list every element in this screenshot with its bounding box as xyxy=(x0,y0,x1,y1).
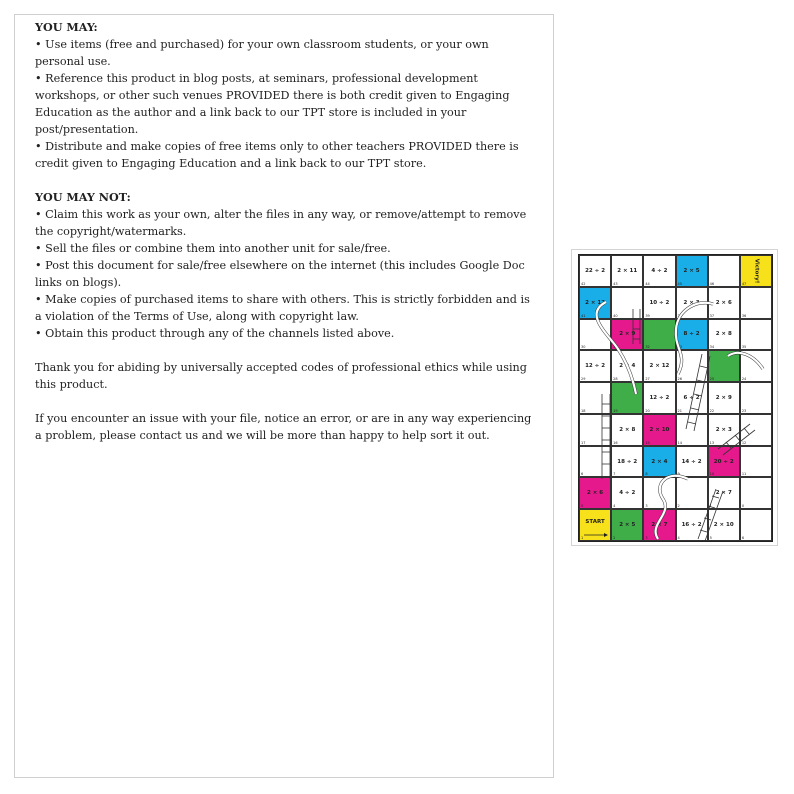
board-cell xyxy=(708,446,740,478)
game-board-thumbnail[interactable] xyxy=(571,249,778,546)
board-cell-label: 2 × 9 xyxy=(619,331,636,338)
board-cell-number: 23 xyxy=(741,408,747,413)
board-cell-number: 38 xyxy=(677,313,682,318)
snakes-ladders-board xyxy=(578,254,773,542)
board-cell xyxy=(708,319,740,351)
board-cell xyxy=(643,446,675,478)
board-cell-label: 2 × 7 xyxy=(715,490,732,497)
board-cell xyxy=(579,255,611,287)
may-not-item-1: • Claim this work as your own, alter the files in any way, or remove/attempt to remove the copyright/watermarks. xyxy=(35,208,527,238)
board-cell xyxy=(579,446,611,478)
board-cell xyxy=(708,414,740,446)
board-cell xyxy=(611,382,643,414)
board-cell xyxy=(611,414,643,446)
board-cell-number: 47 xyxy=(741,281,747,286)
board-cell-number: 1 xyxy=(709,504,712,509)
board-cell-number: 40 xyxy=(613,313,618,318)
board-cell xyxy=(611,350,643,382)
board-cell-number: 11 xyxy=(741,472,747,477)
board-cell-number: 5 xyxy=(709,536,712,540)
board-cell-number: 15 xyxy=(645,440,650,445)
board-cell-number: 4 xyxy=(613,504,616,509)
board-cell xyxy=(708,382,740,414)
board-cell xyxy=(643,477,675,509)
board-cell-number: 22 xyxy=(709,408,715,413)
board-cell-number: 44 xyxy=(645,281,650,286)
board-cell-label: Victory! xyxy=(752,258,759,284)
board-cell xyxy=(740,509,772,541)
board-cell-number: 3 xyxy=(645,504,648,509)
may-heading: YOU MAY: xyxy=(35,20,98,34)
board-cell-number: 2 xyxy=(613,536,616,540)
board-cell xyxy=(611,446,643,478)
board-cell-number: 12 xyxy=(741,440,747,445)
board-cell xyxy=(611,477,643,509)
board-cell-label: 2 × 6 xyxy=(587,490,604,497)
board-cell-number: 0 xyxy=(741,504,745,509)
board-cell-number: 9 xyxy=(677,472,680,477)
board-cell xyxy=(740,382,772,414)
board-cell-number: 13 xyxy=(709,440,715,445)
board-cell-label: 2 × 4 xyxy=(619,363,636,370)
board-cell-number: 34 xyxy=(709,345,715,350)
board-cell-label: 6 ÷ 2 xyxy=(683,394,700,401)
board-cell-number: 20 xyxy=(645,408,650,413)
board-cell-number: 6 xyxy=(581,472,584,477)
board-cell-label: 2 × 9 xyxy=(715,394,732,401)
board-cell-number: 37 xyxy=(709,313,715,318)
board-cell xyxy=(708,350,740,382)
board-cell-label: START xyxy=(585,519,605,526)
board-cell-label: 16 ÷ 2 xyxy=(681,522,702,529)
board-cell-number: 29 xyxy=(581,377,586,382)
board-cell-label: 20 ÷ 2 xyxy=(713,458,734,465)
board-cell-number: 8 xyxy=(645,472,648,477)
board-cell-number: 26 xyxy=(677,377,682,382)
board-cell-number: 43 xyxy=(613,281,618,286)
board-cell xyxy=(579,509,611,541)
board-cell xyxy=(643,350,675,382)
board-cell xyxy=(643,319,675,351)
board-cell xyxy=(740,319,772,351)
board-cell xyxy=(643,255,675,287)
thanks-paragraph: Thank you for abiding by universally accepted codes of professional ethics while using this product. xyxy=(35,361,527,391)
board-cell xyxy=(643,509,675,541)
board-cell xyxy=(676,382,708,414)
board-cell xyxy=(643,382,675,414)
board-cell xyxy=(740,255,772,287)
board-cell-label: 2 × 4 xyxy=(651,458,668,465)
board-cell xyxy=(611,287,643,319)
board-cell-label: 2 × 8 xyxy=(619,426,636,433)
terms-document xyxy=(14,14,554,778)
board-cell-number: 30 xyxy=(581,345,586,350)
board-cell-number: 3 xyxy=(645,536,648,540)
board-cell-label: 2 × 3 xyxy=(715,426,732,433)
board-cell xyxy=(676,319,708,351)
may-not-item-2: • Sell the files or combine them into another unit for sale/free. xyxy=(35,242,391,255)
board-cell xyxy=(611,509,643,541)
board-cell-number: 7 xyxy=(613,472,616,477)
board-cell-number: 14 xyxy=(677,440,682,445)
board-cell-number: 42 xyxy=(581,281,586,286)
board-cell xyxy=(740,477,772,509)
board-cell xyxy=(643,287,675,319)
board-cell xyxy=(740,446,772,478)
board-cell xyxy=(579,477,611,509)
board-cell-label: 2 × 12 xyxy=(649,363,670,370)
board-cell-number: 41 xyxy=(581,313,586,318)
board-cell-label: 22 ÷ 2 xyxy=(585,267,606,274)
board-cell xyxy=(676,477,708,509)
may-item-1: • Use items (free and purchased) for your own classroom students, or your own personal use. xyxy=(35,38,489,68)
may-not-item-3: • Post this document for sale/free elsewhere on the internet (this includes Google Doc links on blogs). xyxy=(35,259,525,289)
board-cell-number: 25 xyxy=(709,377,715,382)
board-cell-label: 4 ÷ 2 xyxy=(619,490,636,497)
board-cell-label: 4 ÷ 2 xyxy=(651,267,668,274)
board-cell-number: 19 xyxy=(613,408,618,413)
board-cell-label: 2 × 10 xyxy=(713,522,734,529)
board-cell-number: 17 xyxy=(581,440,586,445)
board-cell-label: 14 ÷ 2 xyxy=(681,458,702,465)
may-item-3: • Distribute and make copies of free items only to other teachers PROVIDED there is credit given to Engaging Education and a link back to our TPT store. xyxy=(35,140,519,170)
board-cell-number: 6 xyxy=(741,536,745,540)
may-not-heading: YOU MAY NOT: xyxy=(35,190,131,204)
board-cell-label: 12 ÷ 2 xyxy=(649,394,670,401)
board-cell xyxy=(579,287,611,319)
terms-text xyxy=(35,19,540,444)
board-cell-number: 45 xyxy=(677,281,682,286)
board-cell-number: 36 xyxy=(741,313,747,318)
board-cell xyxy=(740,287,772,319)
board-cell xyxy=(708,477,740,509)
board-cell xyxy=(676,287,708,319)
board-cell xyxy=(708,287,740,319)
board-cell-number: 31 xyxy=(613,345,618,350)
board-cell xyxy=(740,350,772,382)
board-cell-number: 5 xyxy=(581,504,584,509)
board-cell xyxy=(676,255,708,287)
board-cell-label: 8 ÷ 2 xyxy=(683,331,700,338)
board-cell xyxy=(611,319,643,351)
board-cell xyxy=(676,350,708,382)
board-cell xyxy=(579,414,611,446)
board-cell-label: 2 × 10 xyxy=(649,426,670,433)
board-cell-number: 33 xyxy=(677,345,682,350)
board-cell-number: 21 xyxy=(677,408,682,413)
board-cell-number: 32 xyxy=(645,345,650,350)
board-cell-label: 2 × 3 xyxy=(683,299,700,306)
board-cell-number: 39 xyxy=(645,313,650,318)
board-cell-label: 2 × 8 xyxy=(715,331,732,338)
board-cell-label: 10 ÷ 2 xyxy=(649,299,670,306)
board-cell xyxy=(611,255,643,287)
board-cell xyxy=(643,414,675,446)
board-cell xyxy=(579,319,611,351)
board-cell-label: 18 ÷ 2 xyxy=(617,458,638,465)
board-cell xyxy=(579,350,611,382)
board-cell-number: 16 xyxy=(613,440,618,445)
may-not-item-5: • Obtain this product through any of the channels listed above. xyxy=(35,327,395,340)
board-cell-label: 2 × 6 xyxy=(715,299,732,306)
board-cell-number: 10 xyxy=(709,472,715,477)
board-cell-label: 2 × 12 xyxy=(585,299,606,306)
board-cell xyxy=(708,509,740,541)
board-cell-label: 2 × 11 xyxy=(617,267,638,274)
board-cell xyxy=(708,255,740,287)
board-cell-number: 1 xyxy=(581,536,584,540)
contact-paragraph: If you encounter an issue with your file, notice an error, or are in any way experiencing a problem, please contact us and we will be more than happy to help sort it out. xyxy=(35,412,532,442)
board-cell xyxy=(740,414,772,446)
board-cell-number: 2 xyxy=(677,504,680,509)
board-cell-label: 2 × 5 xyxy=(683,267,700,274)
board-cell-label: 2 × 5 xyxy=(619,522,636,529)
board-cell-label: 12 ÷ 2 xyxy=(585,363,606,370)
board-cell-number: 27 xyxy=(645,377,650,382)
board-cell-number: 35 xyxy=(741,345,747,350)
board-cell-number: 46 xyxy=(709,281,715,286)
board-cell xyxy=(676,414,708,446)
board-cell-number: 28 xyxy=(613,377,618,382)
may-not-item-4: • Make copies of purchased items to share with others. This is strictly forbidden and is a violation of the Terms of Use, along with copyright law. xyxy=(35,293,530,323)
board-cell xyxy=(676,446,708,478)
board-cell xyxy=(579,382,611,414)
board-cell-number: 24 xyxy=(741,377,747,382)
may-item-2: • Reference this product in blog posts, at seminars, professional development workshops, or other such venues PROVIDED there is both credit given to Engaging Education as the author and a link back to our TPT store is included in your post/presentation. xyxy=(35,72,510,136)
board-cell xyxy=(676,509,708,541)
board-cell-number: 4 xyxy=(677,536,680,540)
board-cell-label: 2 × 7 xyxy=(651,522,668,529)
board-cell-number: 18 xyxy=(581,408,586,413)
